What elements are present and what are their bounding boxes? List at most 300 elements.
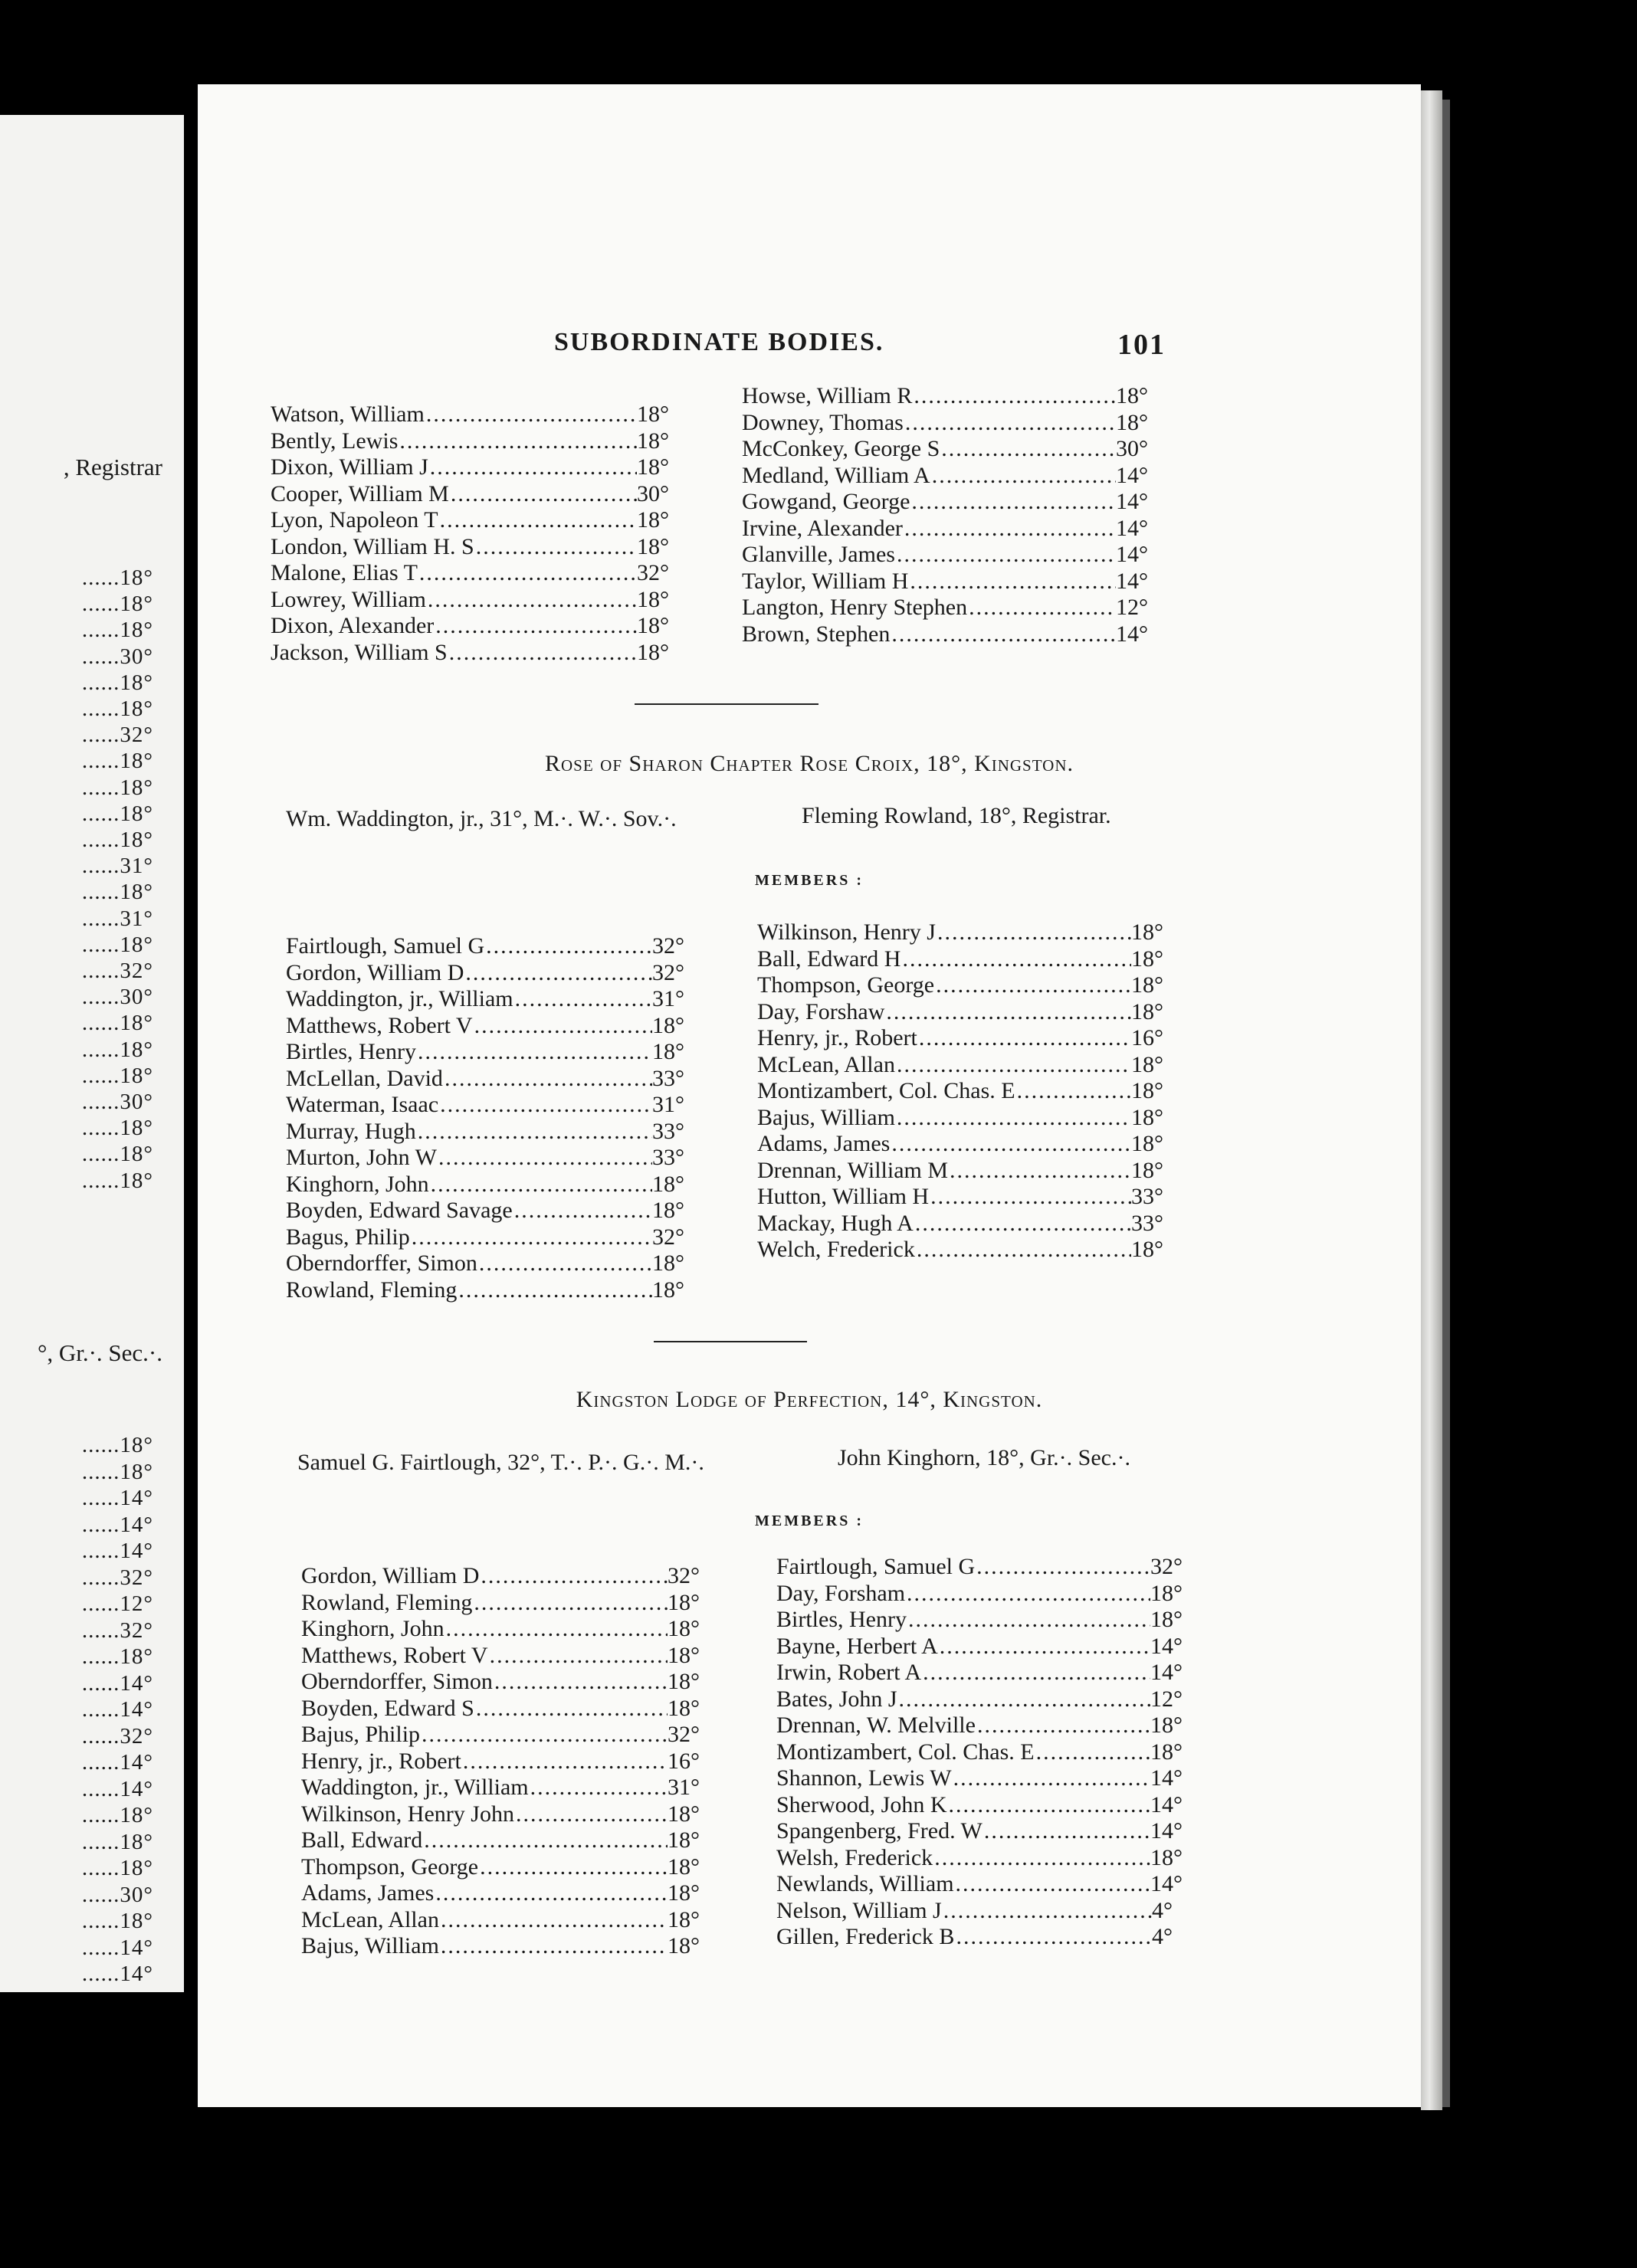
left-page-degree: ......18°	[81, 828, 153, 852]
member-name: Taylor, William H	[742, 568, 909, 594]
member-entry	[742, 383, 1148, 410]
member-entry	[286, 1250, 684, 1277]
member-degree: 14°	[1150, 1791, 1183, 1817]
member-name: Day, Forshaw	[757, 998, 885, 1024]
leader-dots	[443, 1066, 652, 1093]
left-page-degree: ......32°	[81, 959, 153, 983]
member-degree: 32°	[668, 1563, 700, 1588]
left-page-fragment	[0, 115, 184, 1992]
member-degree: 18°	[652, 1171, 684, 1197]
member-degree: 4°	[1152, 1924, 1173, 1949]
member-degree: 18°	[1116, 383, 1148, 408]
member-name: Matthews, Robert V	[286, 1012, 473, 1038]
member-degree: 14°	[1116, 489, 1148, 514]
member-degree: 33°	[652, 1145, 684, 1170]
member-name: Oberndorffer, Simon	[286, 1250, 477, 1276]
member-entry	[286, 1066, 684, 1093]
leader-dots	[461, 1749, 668, 1775]
member-name: Downey, Thomas	[742, 409, 904, 435]
member-degree: 18°	[1131, 972, 1163, 998]
member-entry	[776, 1739, 1183, 1766]
leader-dots	[445, 1616, 668, 1643]
member-degree: 18°	[637, 428, 669, 454]
member-degree: 30°	[1116, 436, 1148, 461]
leader-dots	[448, 640, 637, 667]
rose-chapter-title: Rose of Sharon Chapter Rose Croix, 18°, Kingston.	[544, 751, 1074, 776]
member-degree: 14°	[1116, 462, 1148, 488]
leader-dots	[907, 1607, 1150, 1634]
member-entry	[757, 1211, 1163, 1237]
left-page-degree: ......18°	[81, 775, 153, 800]
member-entry	[271, 587, 669, 614]
member-degree: 14°	[1150, 1765, 1183, 1791]
left-page-degree: ......18°	[81, 592, 153, 617]
member-degree: 14°	[1150, 1633, 1183, 1659]
member-entry	[286, 1119, 684, 1145]
leader-dots	[428, 454, 637, 481]
member-entry	[757, 1131, 1163, 1158]
member-name: Irvine, Alexander	[742, 515, 903, 541]
left-page-degree: ......18°	[81, 696, 153, 721]
left-page-degree: ......12°	[81, 1591, 153, 1616]
left-page-degree: ......14°	[81, 1962, 153, 1986]
leader-dots	[936, 919, 1131, 946]
member-entry	[776, 1924, 1183, 1951]
member-degree: 18°	[668, 1616, 700, 1641]
member-entry	[757, 1158, 1163, 1185]
member-name: Bajus, William	[757, 1104, 895, 1130]
member-degree: 14°	[1150, 1871, 1183, 1896]
member-degree: 18°	[652, 1277, 684, 1303]
member-entry	[776, 1765, 1183, 1792]
member-degree: 31°	[652, 986, 684, 1011]
member-entry	[286, 1277, 684, 1304]
member-degree: 14°	[1116, 568, 1148, 594]
member-name: Murray, Hugh	[286, 1118, 416, 1144]
left-page-degree: ......18°	[81, 1803, 153, 1827]
leader-dots	[914, 1211, 1131, 1237]
page-number: 101	[1117, 329, 1166, 361]
member-degree: 18°	[668, 1695, 700, 1721]
member-name: Langton, Henry Stephen	[742, 595, 968, 620]
member-degree: 32°	[668, 1722, 700, 1747]
member-name: Bayne, Herbert A	[776, 1633, 938, 1659]
member-degree: 14°	[1116, 621, 1148, 647]
page-content	[198, 84, 1421, 2107]
member-entry	[742, 489, 1148, 516]
member-name: Montizambert, Col. Chas. E	[757, 1078, 1015, 1103]
member-degree: 18°	[637, 586, 669, 612]
member-degree: 18°	[1150, 1607, 1183, 1632]
left-page-degree: ......18°	[81, 932, 153, 957]
member-degree: 18°	[637, 533, 669, 559]
member-degree: 18°	[637, 401, 669, 427]
leader-dots	[890, 621, 1116, 648]
leader-dots	[901, 946, 1131, 973]
leader-dots	[915, 1237, 1131, 1263]
leader-dots	[438, 1092, 652, 1119]
member-name: Watson, William	[271, 401, 425, 427]
rose-chapter-members-left	[286, 933, 684, 1303]
member-entry	[757, 1105, 1163, 1132]
member-degree: 31°	[652, 1092, 684, 1117]
member-degree: 18°	[1150, 1580, 1183, 1606]
leader-dots	[905, 1581, 1150, 1608]
leader-dots	[976, 1712, 1150, 1739]
lodge-perfection-members-left	[301, 1563, 700, 1960]
left-page-degree: ......18°	[81, 801, 153, 826]
member-name: Birtles, Henry	[286, 1039, 416, 1064]
left-page-degree: ......32°	[81, 723, 153, 748]
lodge-perfection-officer-secretary: John Kinghorn, 18°, Gr.·. Sec.·.	[838, 1445, 1130, 1470]
member-entry	[301, 1775, 700, 1801]
leader-dots	[940, 436, 1116, 463]
leader-dots	[917, 1025, 1131, 1052]
member-degree: 12°	[1150, 1686, 1183, 1712]
member-name: Fairtlough, Samuel G	[776, 1554, 976, 1579]
leader-dots	[904, 410, 1116, 437]
left-page-degree: ......18°	[81, 1011, 153, 1036]
member-name: Kinghorn, John	[301, 1616, 445, 1641]
member-degree: 18°	[652, 1198, 684, 1223]
left-page-degree: ......14°	[81, 1539, 153, 1563]
leader-dots	[425, 401, 637, 428]
member-name: Brown, Stephen	[742, 621, 891, 647]
top-list-left-column	[271, 401, 669, 666]
member-name: Henry, jr., Robert	[757, 1025, 917, 1050]
member-entry	[301, 1880, 700, 1907]
member-name: Irwin, Robert A	[776, 1660, 922, 1685]
member-entry	[286, 1092, 684, 1119]
member-name: Thompson, George	[301, 1853, 479, 1880]
member-entry	[301, 1722, 700, 1749]
member-entry	[776, 1581, 1183, 1608]
left-page-degree: ......18°	[81, 1142, 153, 1167]
member-entry	[742, 542, 1148, 569]
member-degree: 32°	[1150, 1554, 1183, 1579]
leader-dots	[933, 1845, 1150, 1872]
leader-dots	[952, 1765, 1150, 1792]
member-degree: 12°	[1116, 595, 1148, 620]
member-name: Boyden, Edward S	[301, 1695, 474, 1721]
leader-dots	[975, 1554, 1150, 1581]
member-name: London, William H. S	[271, 533, 474, 559]
member-entry	[757, 1052, 1163, 1079]
member-name: Bates, John J	[776, 1686, 897, 1712]
member-degree: 18°	[652, 1250, 684, 1276]
member-degree: 32°	[652, 1224, 684, 1250]
member-entry	[776, 1871, 1183, 1898]
member-entry	[286, 933, 684, 960]
member-name: Hutton, William H	[757, 1184, 930, 1209]
member-entry	[286, 1145, 684, 1172]
left-page-degree: ......18°	[81, 1909, 153, 1933]
member-entry	[271, 428, 669, 455]
member-name: Jackson, William S	[271, 639, 448, 665]
member-entry	[301, 1827, 700, 1854]
member-entry	[286, 1198, 684, 1224]
leader-dots	[910, 489, 1116, 516]
leader-dots	[903, 516, 1116, 542]
member-entry	[742, 463, 1148, 490]
member-entry	[757, 1078, 1163, 1105]
member-name: Welch, Frederick	[757, 1237, 915, 1262]
leader-dots	[942, 1898, 1152, 1925]
leader-dots	[437, 1145, 652, 1172]
member-degree: 18°	[668, 1669, 700, 1694]
member-entry	[742, 595, 1148, 621]
member-degree: 18°	[1150, 1844, 1183, 1870]
leader-dots	[514, 1801, 668, 1828]
leader-dots	[493, 1669, 668, 1696]
leader-dots	[472, 1590, 668, 1617]
left-page-degree: ......30°	[81, 644, 153, 669]
member-entry	[757, 946, 1163, 973]
leader-dots	[897, 1686, 1151, 1713]
running-title: SUBORDINATE BODIES.	[554, 328, 884, 356]
member-degree: 4°	[1152, 1897, 1173, 1923]
member-degree: 18°	[668, 1880, 700, 1906]
member-entry	[742, 436, 1148, 463]
leader-dots	[948, 1158, 1131, 1185]
leader-dots	[420, 1722, 668, 1749]
top-list-right-column	[742, 383, 1148, 647]
member-degree: 18°	[668, 1933, 700, 1958]
member-degree: 18°	[637, 639, 669, 665]
leader-dots	[884, 999, 1131, 1026]
member-degree: 18°	[1131, 1078, 1163, 1103]
member-name: Newlands, William	[776, 1871, 954, 1896]
leader-dots	[398, 428, 637, 455]
leader-dots	[449, 481, 637, 508]
leader-dots	[488, 1643, 668, 1670]
leader-dots	[1035, 1739, 1150, 1766]
leader-dots	[434, 613, 637, 640]
member-degree: 18°	[668, 1827, 700, 1853]
member-degree: 18°	[637, 613, 669, 638]
member-degree: 16°	[668, 1748, 700, 1774]
member-name: Lyon, Napoleon T	[271, 507, 438, 533]
member-degree: 18°	[668, 1801, 700, 1827]
member-entry	[286, 1013, 684, 1040]
lodge-perfection-officer-master: Samuel G. Fairtlough, 32°, T.·. P.·. G.·. M.·.	[297, 1450, 704, 1475]
member-name: Nelson, William J	[776, 1897, 942, 1923]
lodge-perfection-members-label: MEMBERS :	[755, 1513, 864, 1529]
member-name: Wilkinson, Henry John	[301, 1801, 514, 1827]
leader-dots	[422, 1827, 668, 1854]
leader-dots	[429, 1172, 652, 1198]
member-name: Spangenberg, Fred. W	[776, 1818, 983, 1844]
member-entry	[742, 516, 1148, 542]
rose-chapter-officer-registrar: Fleming Rowland, 18°, Registrar.	[802, 803, 1111, 828]
member-degree: 18°	[637, 507, 669, 533]
left-page-degree: ......18°	[81, 1459, 153, 1484]
page-edge-shadow	[1442, 100, 1450, 2107]
member-name: Adams, James	[757, 1131, 891, 1156]
member-name: Mackay, Hugh A	[757, 1210, 914, 1236]
leader-dots	[434, 1880, 668, 1907]
leader-dots	[513, 986, 652, 1013]
left-page-degree: ......32°	[81, 1723, 153, 1749]
member-degree: 18°	[1131, 1051, 1163, 1077]
member-entry	[271, 481, 669, 508]
left-page-degree: ......30°	[81, 1090, 153, 1114]
leader-dots	[895, 542, 1116, 569]
leader-dots	[410, 1224, 652, 1251]
leader-dots	[895, 1052, 1131, 1079]
rose-chapter-officer-sovereign: Wm. Waddington, jr., 31°, M.·. W.·. Sov.·.	[286, 806, 677, 831]
member-name: McLellan, David	[286, 1065, 443, 1091]
leader-dots	[457, 1277, 652, 1304]
member-name: Fairtlough, Samuel G	[286, 933, 485, 959]
left-page-degree: ......18°	[81, 1168, 153, 1193]
member-degree: 18°	[1131, 1104, 1163, 1130]
leader-dots	[921, 1660, 1150, 1686]
member-name: Lowrey, William	[271, 586, 426, 612]
leader-dots	[930, 463, 1116, 490]
member-degree: 14°	[1150, 1818, 1183, 1844]
member-degree: 18°	[668, 1589, 700, 1615]
member-name: Day, Forsham	[776, 1580, 906, 1606]
member-degree: 18°	[1131, 1131, 1163, 1156]
leader-dots	[890, 1131, 1131, 1158]
left-page-degree: ......18°	[81, 1829, 153, 1854]
left-page-degree: ......14°	[81, 1776, 153, 1801]
rose-chapter-members-label: MEMBERS :	[755, 872, 864, 889]
member-entry	[742, 569, 1148, 595]
member-name: Kinghorn, John	[286, 1171, 429, 1197]
member-name: Malone, Elias T	[271, 560, 418, 585]
member-degree: 32°	[652, 959, 684, 985]
member-entry	[301, 1616, 700, 1643]
member-name: Murton, John W	[286, 1145, 437, 1170]
left-page-degree: ......31°	[81, 906, 153, 931]
member-entry	[271, 454, 669, 481]
leader-dots	[479, 1563, 668, 1590]
leader-dots	[416, 1119, 652, 1145]
member-name: Cooper, William M	[271, 480, 449, 506]
leader-dots	[983, 1818, 1150, 1845]
leader-dots	[484, 933, 652, 960]
left-page-degree: ......30°	[81, 985, 153, 1010]
leader-dots	[438, 507, 637, 534]
member-name: Shannon, Lewis W	[776, 1765, 952, 1791]
member-entry	[301, 1749, 700, 1775]
leader-dots	[418, 560, 637, 587]
member-name: Bagus, Philip	[286, 1224, 410, 1250]
member-name: Glanville, James	[742, 542, 895, 567]
left-page-degree: ......18°	[81, 880, 153, 905]
member-name: Waddington, jr., William	[286, 986, 513, 1011]
member-entry	[776, 1686, 1183, 1713]
member-degree: 14°	[1116, 542, 1148, 567]
member-name: Rowland, Fleming	[286, 1277, 458, 1303]
leader-dots	[929, 1184, 1131, 1211]
member-entry	[286, 1039, 684, 1066]
member-entry	[757, 1237, 1163, 1263]
member-name: McConkey, George S	[742, 436, 940, 461]
member-name: Bently, Lewis	[271, 428, 399, 454]
member-name: Thompson, George	[757, 972, 935, 998]
member-name: McLean, Allan	[757, 1051, 895, 1077]
member-degree: 14°	[1116, 515, 1148, 541]
leader-dots	[439, 1907, 668, 1934]
left-page-degree: ......18°	[81, 618, 153, 643]
member-name: Bajus, William	[301, 1933, 439, 1958]
member-degree: 18°	[1116, 409, 1148, 435]
member-degree: 18°	[1131, 919, 1163, 945]
leader-dots	[954, 1924, 1152, 1951]
member-name: Bajus, Philip	[301, 1722, 421, 1747]
member-entry	[742, 410, 1148, 437]
member-degree: 18°	[652, 1039, 684, 1064]
member-entry	[757, 919, 1163, 946]
member-entry	[757, 1184, 1163, 1211]
leader-dots	[954, 1871, 1150, 1898]
member-entry	[757, 1025, 1163, 1052]
member-entry	[286, 986, 684, 1013]
leader-dots	[912, 383, 1116, 410]
member-entry	[301, 1696, 700, 1722]
member-degree: 18°	[1131, 946, 1163, 972]
member-degree: 18°	[668, 1642, 700, 1668]
member-name: Henry, jr., Robert	[301, 1748, 461, 1774]
leader-dots	[947, 1792, 1151, 1819]
left-page-degree: ......14°	[81, 1486, 153, 1510]
member-entry	[776, 1712, 1183, 1739]
member-entry	[776, 1554, 1183, 1581]
leader-dots	[478, 1854, 668, 1881]
member-degree: 16°	[1131, 1025, 1163, 1050]
member-degree: 18°	[637, 454, 669, 480]
leader-dots	[477, 1250, 652, 1277]
section-divider	[654, 1341, 807, 1342]
left-page-degree: ......18°	[81, 565, 153, 590]
member-entry	[301, 1563, 700, 1590]
leader-dots	[967, 595, 1116, 621]
member-entry	[286, 960, 684, 987]
section-divider	[635, 703, 818, 705]
member-entry	[757, 972, 1163, 999]
left-page-degree: ......30°	[81, 1882, 153, 1907]
left-page-degree: ......18°	[81, 1037, 153, 1062]
member-degree: 18°	[1131, 998, 1163, 1024]
left-page-degree: ......14°	[81, 1935, 153, 1960]
member-degree: 18°	[668, 1853, 700, 1880]
member-entry	[301, 1907, 700, 1934]
member-degree: 33°	[1131, 1184, 1163, 1209]
left-page-degree: ......14°	[81, 1750, 153, 1775]
page-edge	[1421, 90, 1442, 2110]
member-entry	[271, 613, 669, 640]
left-page-degree: ......14°	[81, 1670, 153, 1696]
member-name: Gowgand, George	[742, 489, 910, 514]
member-name: Drennan, William M	[757, 1157, 949, 1183]
member-name: Howse, William R	[742, 383, 913, 408]
member-name: Wilkinson, Henry J	[757, 919, 936, 945]
member-degree: 18°	[652, 1012, 684, 1038]
member-entry	[776, 1607, 1183, 1634]
member-name: Gordon, William D	[301, 1563, 480, 1588]
member-name: Birtles, Henry	[776, 1607, 907, 1632]
member-degree: 33°	[652, 1118, 684, 1144]
member-entry	[271, 640, 669, 667]
member-name: Dixon, William J	[271, 454, 428, 480]
leader-dots	[464, 960, 652, 987]
member-name: Oberndorffer, Simon	[301, 1669, 493, 1694]
leader-dots	[416, 1039, 652, 1066]
member-degree: 18°	[668, 1906, 700, 1932]
